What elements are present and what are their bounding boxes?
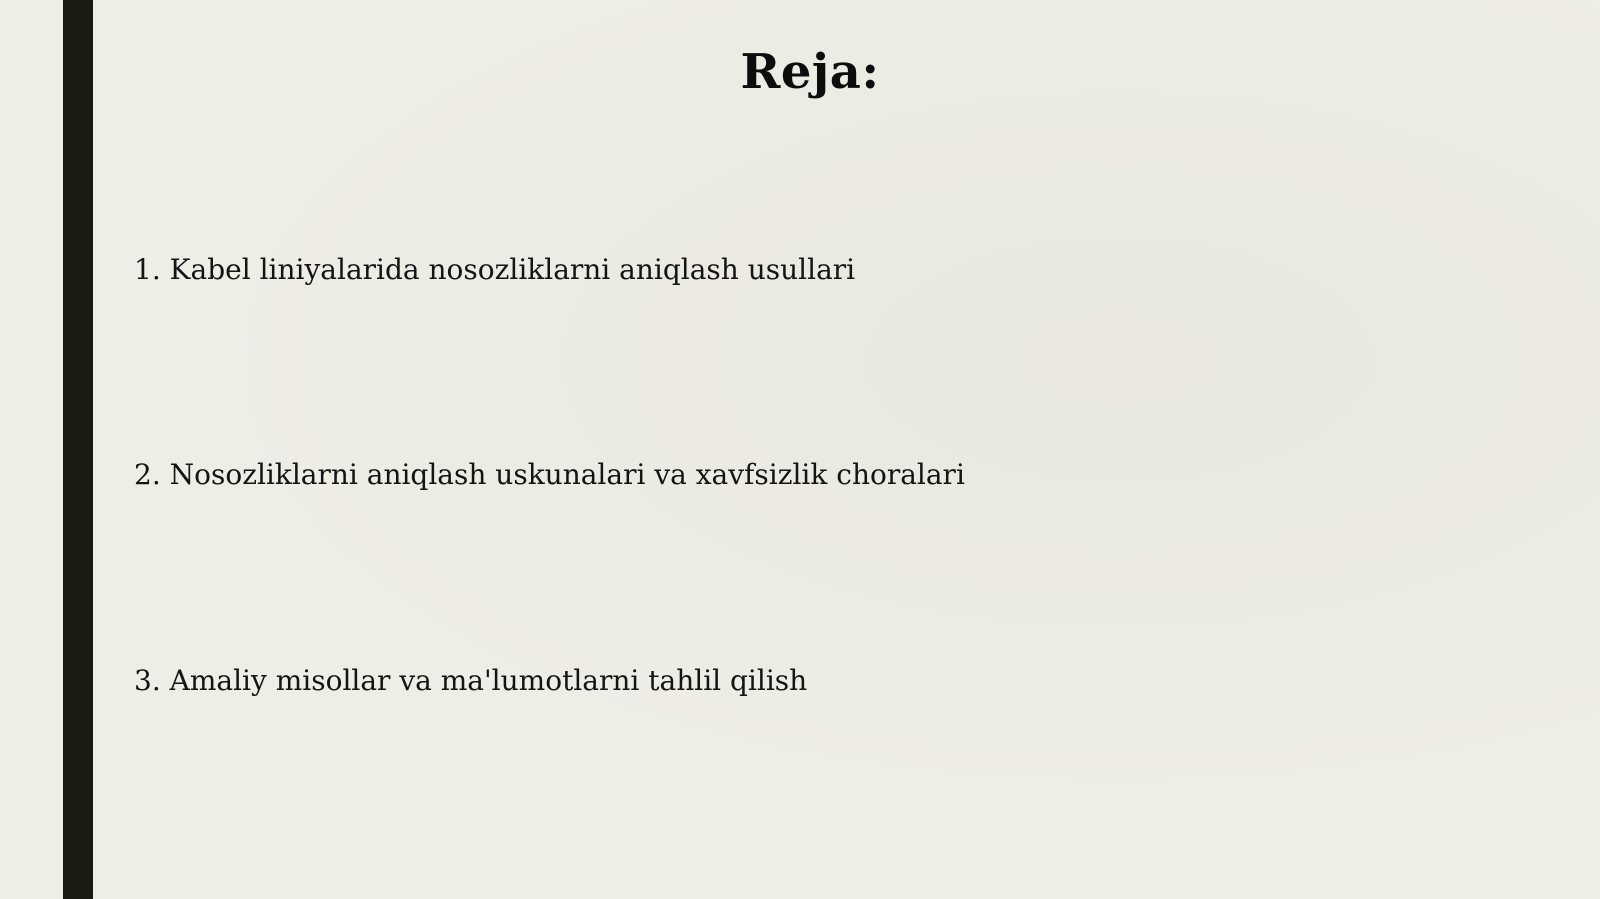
accent-bar [63, 0, 93, 899]
plan-item-3: 3. Amaliy misollar va ma'lumotlarni tahlil qilish [134, 664, 808, 697]
plan-item-2: 2. Nosozliklarni aniqlash uskunalari va xavfsizlik choralari [134, 458, 965, 491]
plan-item-1: 1. Kabel liniyalarida nosozliklarni aniqlash usullari [134, 253, 856, 286]
slide-title: Reja: [740, 44, 880, 100]
